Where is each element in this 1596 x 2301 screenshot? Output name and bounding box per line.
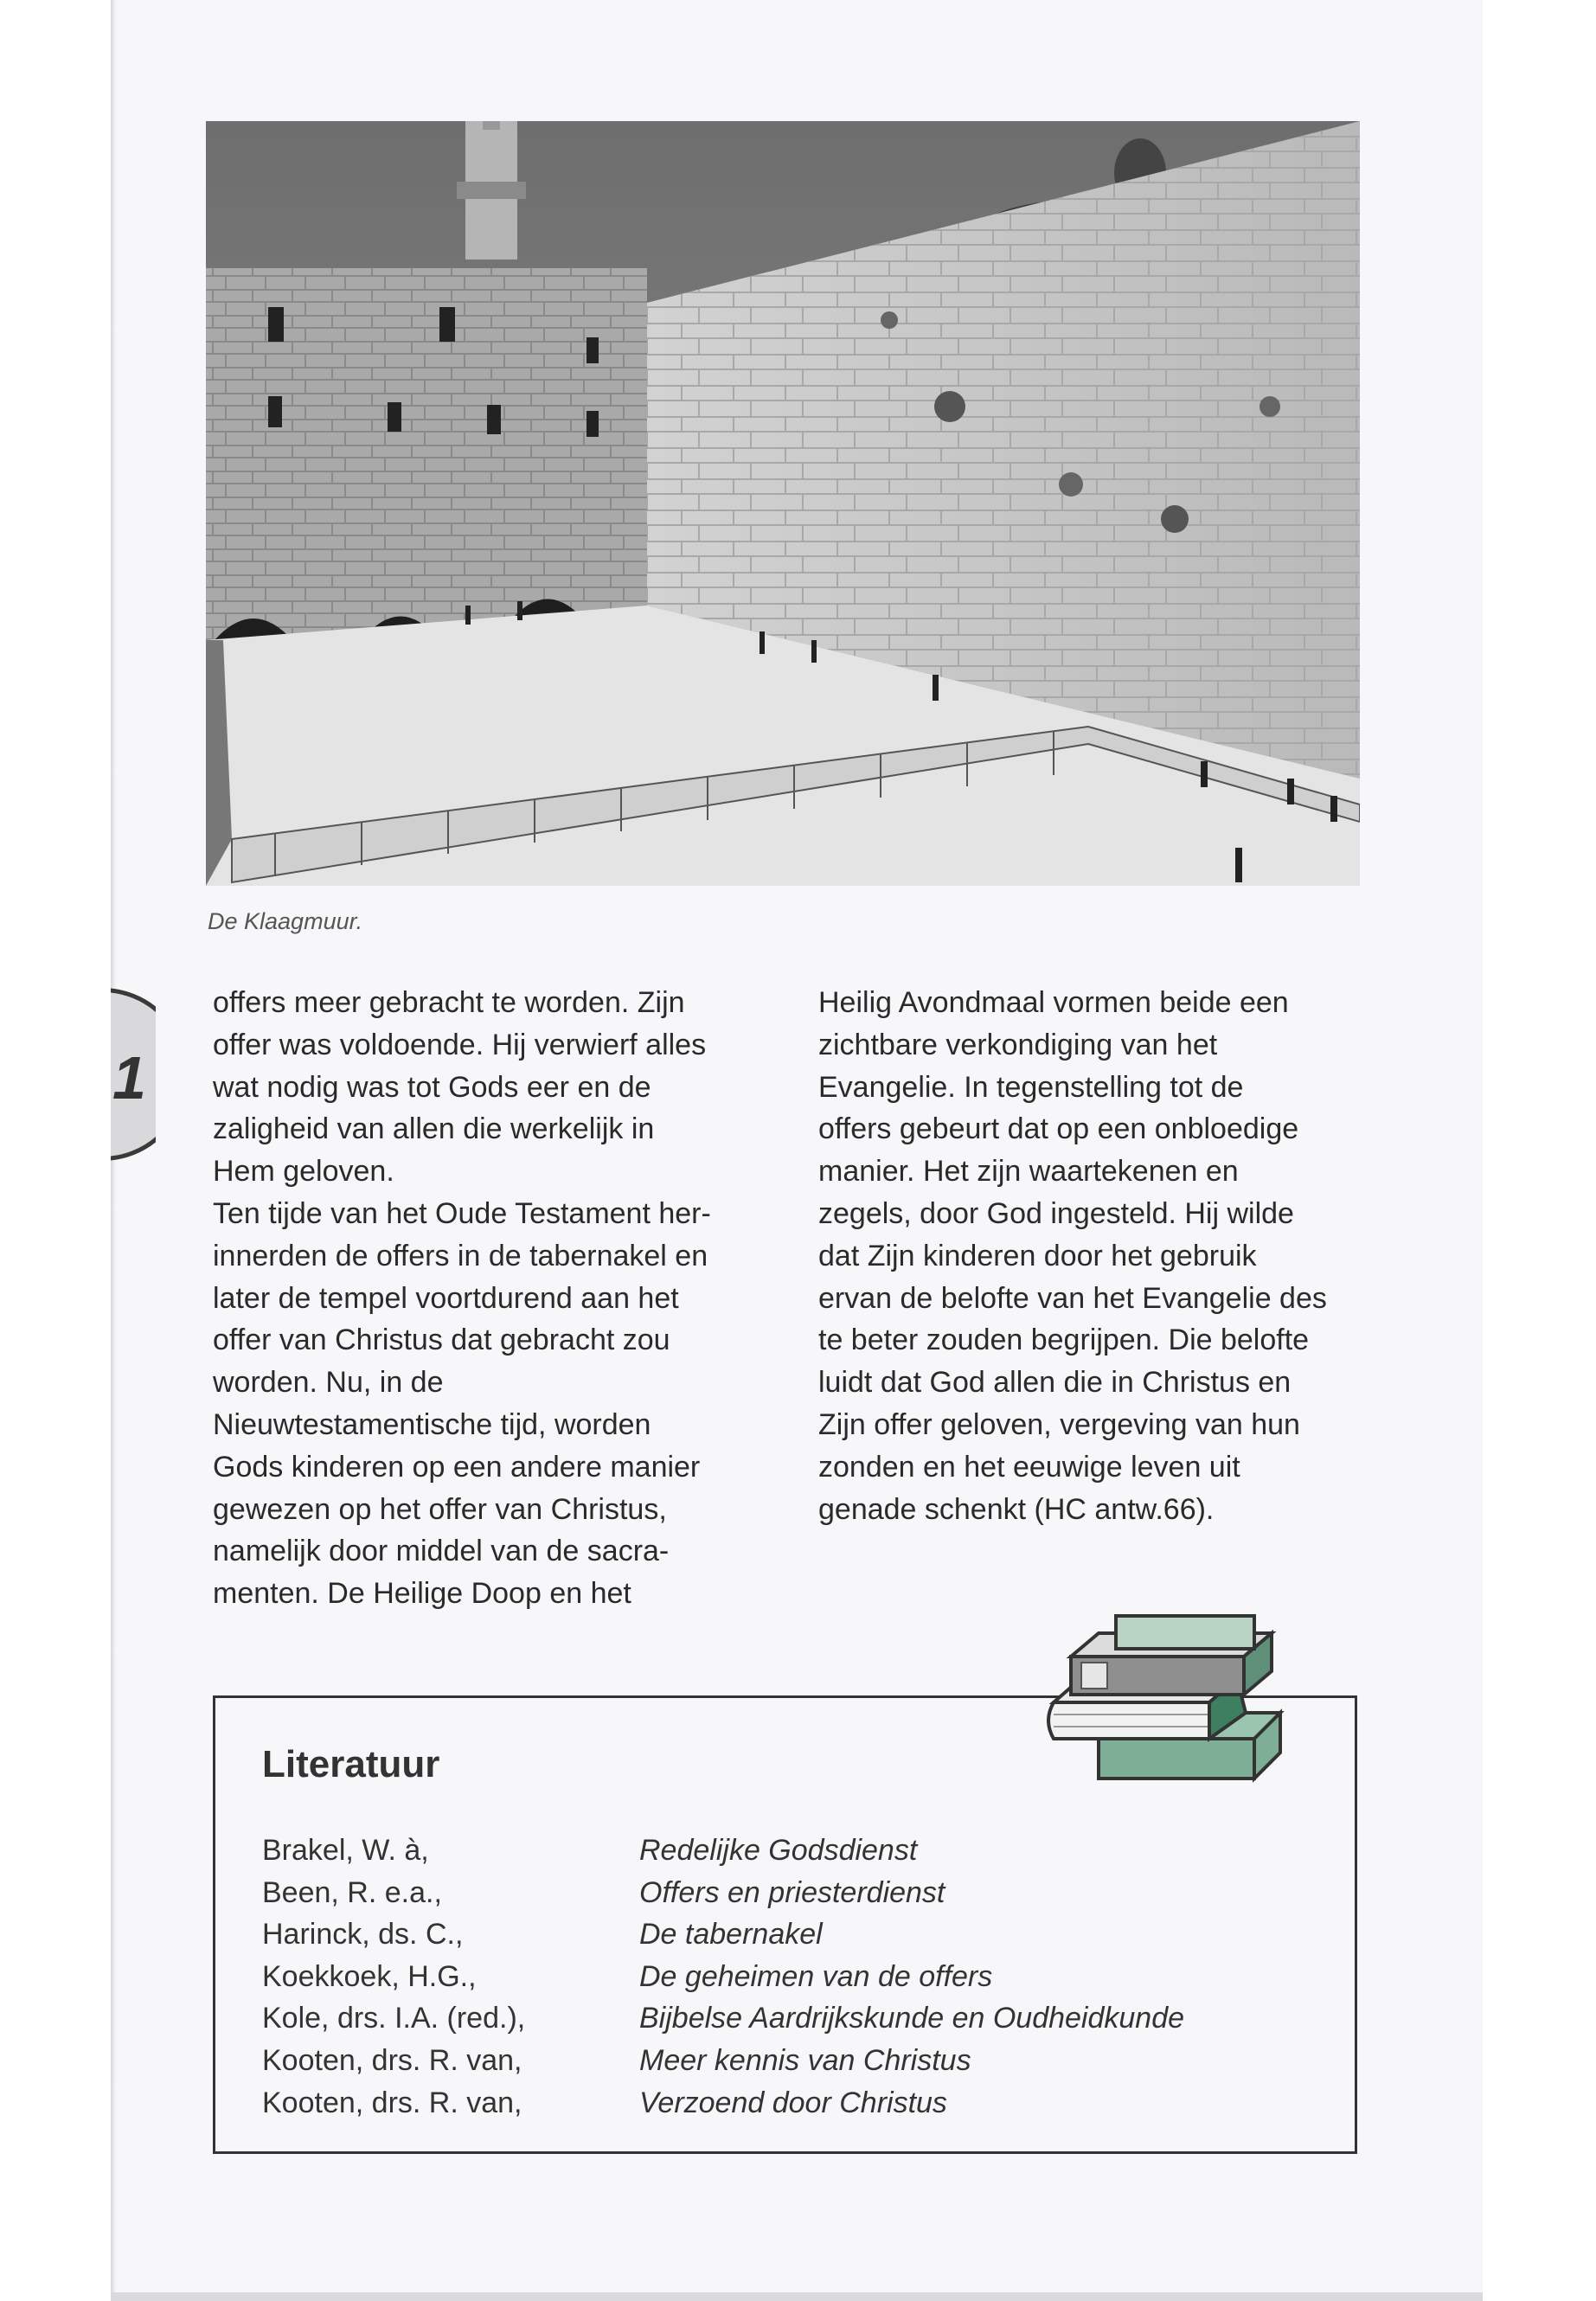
literature-entry [262, 1830, 1300, 1872]
body-text-left: offers meer gebracht te worden. Zijn offer was voldoende. Hij verwierf alles wat nodig was tot Gods eer en de zaligheid van allen die werkelijk in Hem geloven. Ten tijde van het Oude Testament her- innerden de offers in de tabernakel en later de tempel voortdurend aan het offer van Christus dat gebracht zou worden. Nu, in de Nieuwtestamentische tijd, worden Gods kinderen op een andere manier gewezen op het offer van Christus, namelijk door middel van de sacra- menten. De Heilige Doop en het [213, 986, 711, 1611]
literature-entry [262, 1872, 1300, 1914]
literature-author: Harinck, ds. C., [262, 1918, 464, 1952]
literature-work: Verzoend door Christus [639, 2086, 947, 2119]
literature-work: Bijbelse Aardrijkskunde en Oudheidkunde [639, 2002, 1185, 2035]
body-column-left [213, 982, 810, 1615]
literature-title: Literatuur [262, 1743, 440, 1785]
body-text-right: Heilig Avondmaal vormen beide een zichtbare verkondiging van het Evangelie. In tegenstelling tot de offers gebeurt dat op een onbloedige manier. Het zijn waartekenen en zegels, door God ingesteld. Hij wilde dat Zijn kinderen door het gebruik ervan de belofte van het Evangelie des te beter zouden begrijpen. Die belofte luidt dat God allen die in Christus en Zijn offer geloven, vergeving van hun zonden en het eeuwige leven uit genade schenkt (HC antw.66). [818, 986, 1327, 1526]
literature-work: De geheimen van de offers [639, 1959, 993, 1993]
literature-entry [262, 1997, 1300, 2040]
body-column-right [818, 982, 1415, 1530]
literature-entry [262, 1913, 1300, 1956]
literature-author: Been, R. e.a., [262, 1875, 442, 1909]
page-margin-left [0, 0, 111, 2301]
literature-work: Redelijke Godsdienst [639, 1834, 918, 1867]
chapter-tab-marker [111, 976, 156, 1183]
literature-author: Kooten, drs. R. van, [262, 2043, 522, 2077]
literature-author: Kooten, drs. R. van, [262, 2086, 522, 2119]
books-stack-icon [1047, 1609, 1332, 1825]
literature-entry [262, 1956, 1300, 1998]
western-wall-photo [206, 121, 1360, 886]
chapter-number: 1 [112, 1044, 146, 1112]
literature-entry [262, 2040, 1300, 2082]
photo-caption: De Klaagmuur. [208, 908, 363, 934]
literature-work: Offers en priesterdienst [639, 1875, 945, 1909]
literature-work: Meer kennis van Christus [639, 2043, 971, 2077]
literature-author: Kole, drs. I.A. (red.), [262, 2002, 526, 2035]
literature-entry [262, 2082, 1300, 2125]
literature-list [262, 1830, 1300, 2124]
literature-author: Brakel, W. à, [262, 1834, 429, 1867]
literature-author: Koekkoek, H.G., [262, 1959, 477, 1993]
page-bottom-edge [111, 2292, 1483, 2301]
literature-work: De tabernakel [639, 1918, 823, 1952]
